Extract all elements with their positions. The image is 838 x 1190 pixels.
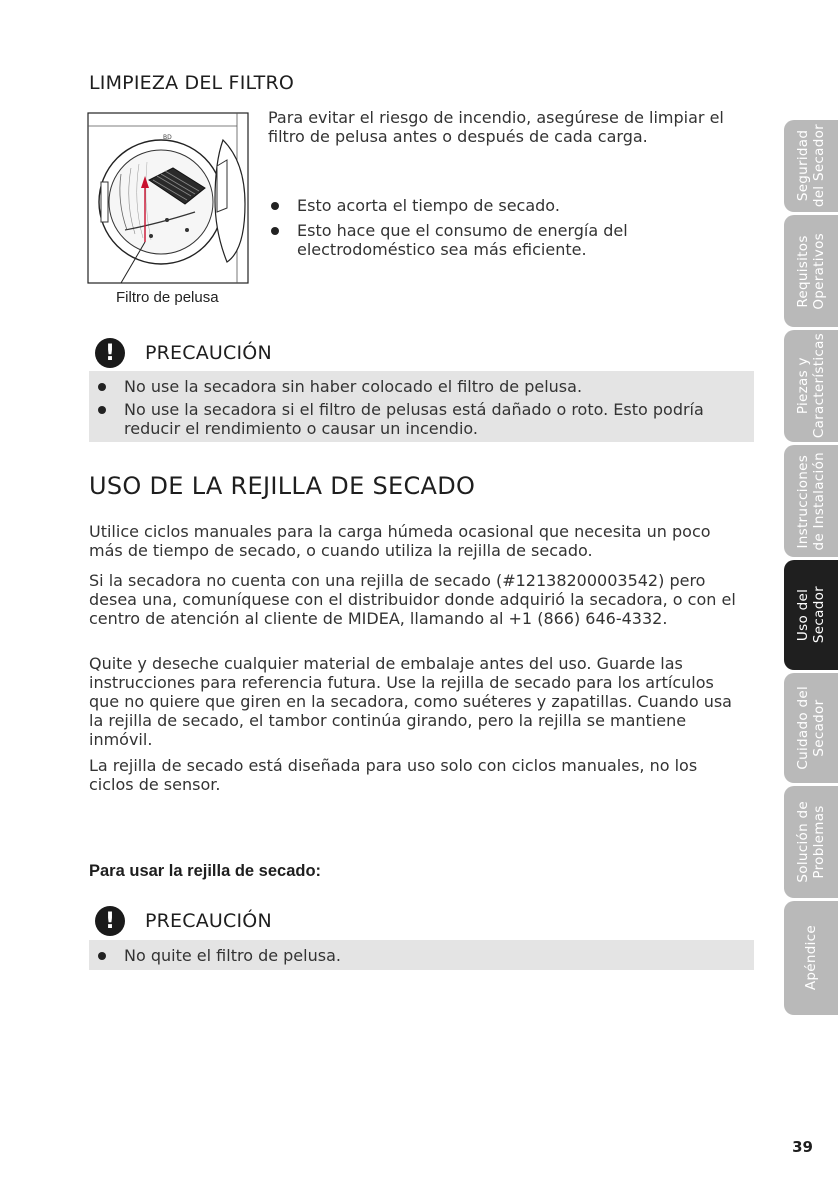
list-item: No quite el filtro de pelusa. [95, 946, 744, 965]
exclamation-icon: ! [95, 906, 125, 936]
caution-title: PRECAUCIÓN [145, 910, 272, 932]
paragraph: Utilice ciclos manuales para la carga húmeda ocasional que necesita un poco más de tiempo de secado, o cuando utiliza la rejilla de secado. [89, 522, 711, 560]
tab-apendice[interactable]: Apéndice [784, 901, 838, 1015]
tab-uso-del-secador[interactable]: Uso del Secador [784, 560, 838, 670]
list-item: No use la secadora si el filtro de pelusas está dañado o roto. Esto podría reducir el rendimiento o causar un incendio. [95, 400, 744, 438]
paragraph: Quite y deseche cualquier material de embalaje antes del uso. Guarde las instrucciones para referencia futura. Use la rejilla de secado para los artículos que no quiere que giren en la secadora, como suéteres y zapatillas. Cuando usa la rejilla de secado, el tambor continúa girando, pero la rejilla se mantiene inmóvil. [89, 654, 732, 749]
subheading: Para usar la rejilla de secado: [89, 862, 322, 880]
filter-benefits-list [268, 196, 738, 265]
tab-seguridad[interactable]: Seguridad del Secador [784, 120, 838, 212]
exclamation-icon: ! [95, 338, 125, 368]
paragraph: Si la secadora no cuenta con una rejilla de secado (#12138200003542) pero desea una, comuníquese con el distribuidor donde adquirió la secadora, o con el centro de atención al cliente de MIDEA, llamando al +1 (866) 646-4332. [89, 571, 736, 628]
caution-list [95, 946, 744, 965]
caution-heading [95, 906, 272, 936]
figure-caption: Filtro de pelusa [116, 289, 219, 306]
svg-text:BD: BD [163, 134, 172, 141]
list-item: Esto acorta el tiempo de secado. [268, 196, 738, 215]
list-item: No use la secadora sin haber colocado el filtro de pelusa. [95, 377, 744, 396]
caution-heading [95, 338, 272, 368]
paragraph: La rejilla de secado está diseñada para uso solo con ciclos manuales, no los ciclos de sensor. [89, 756, 698, 794]
caution-list [95, 377, 744, 438]
caution-box [89, 940, 754, 970]
page-number: 39 [792, 1138, 813, 1156]
filter-intro-text: Para evitar el riesgo de incendio, asegúrese de limpiar el filtro de pelusa antes o después de cada carga. [268, 108, 724, 146]
tab-piezas[interactable]: Piezas y Características [784, 330, 838, 442]
section-title: USO DE LA REJILLA DE SECADO [89, 472, 476, 500]
caution-title: PRECAUCIÓN [145, 342, 272, 364]
dryer-lint-filter-illustration [87, 112, 249, 284]
caution-box [89, 371, 754, 442]
tab-instalacion[interactable]: Instrucciones de Instalación [784, 445, 838, 557]
tab-requisitos[interactable]: Requisitos Operativos [784, 215, 838, 327]
filter-section-heading: LIMPIEZA DEL FILTRO [89, 72, 295, 94]
dryer-drum-icon [87, 112, 249, 284]
tab-solucion[interactable]: Solución de Problemas [784, 786, 838, 898]
list-item: Esto hace que el consumo de energía del electrodoméstico sea más eficiente. [268, 221, 738, 259]
tab-cuidado[interactable]: Cuidado del Secador [784, 673, 838, 783]
